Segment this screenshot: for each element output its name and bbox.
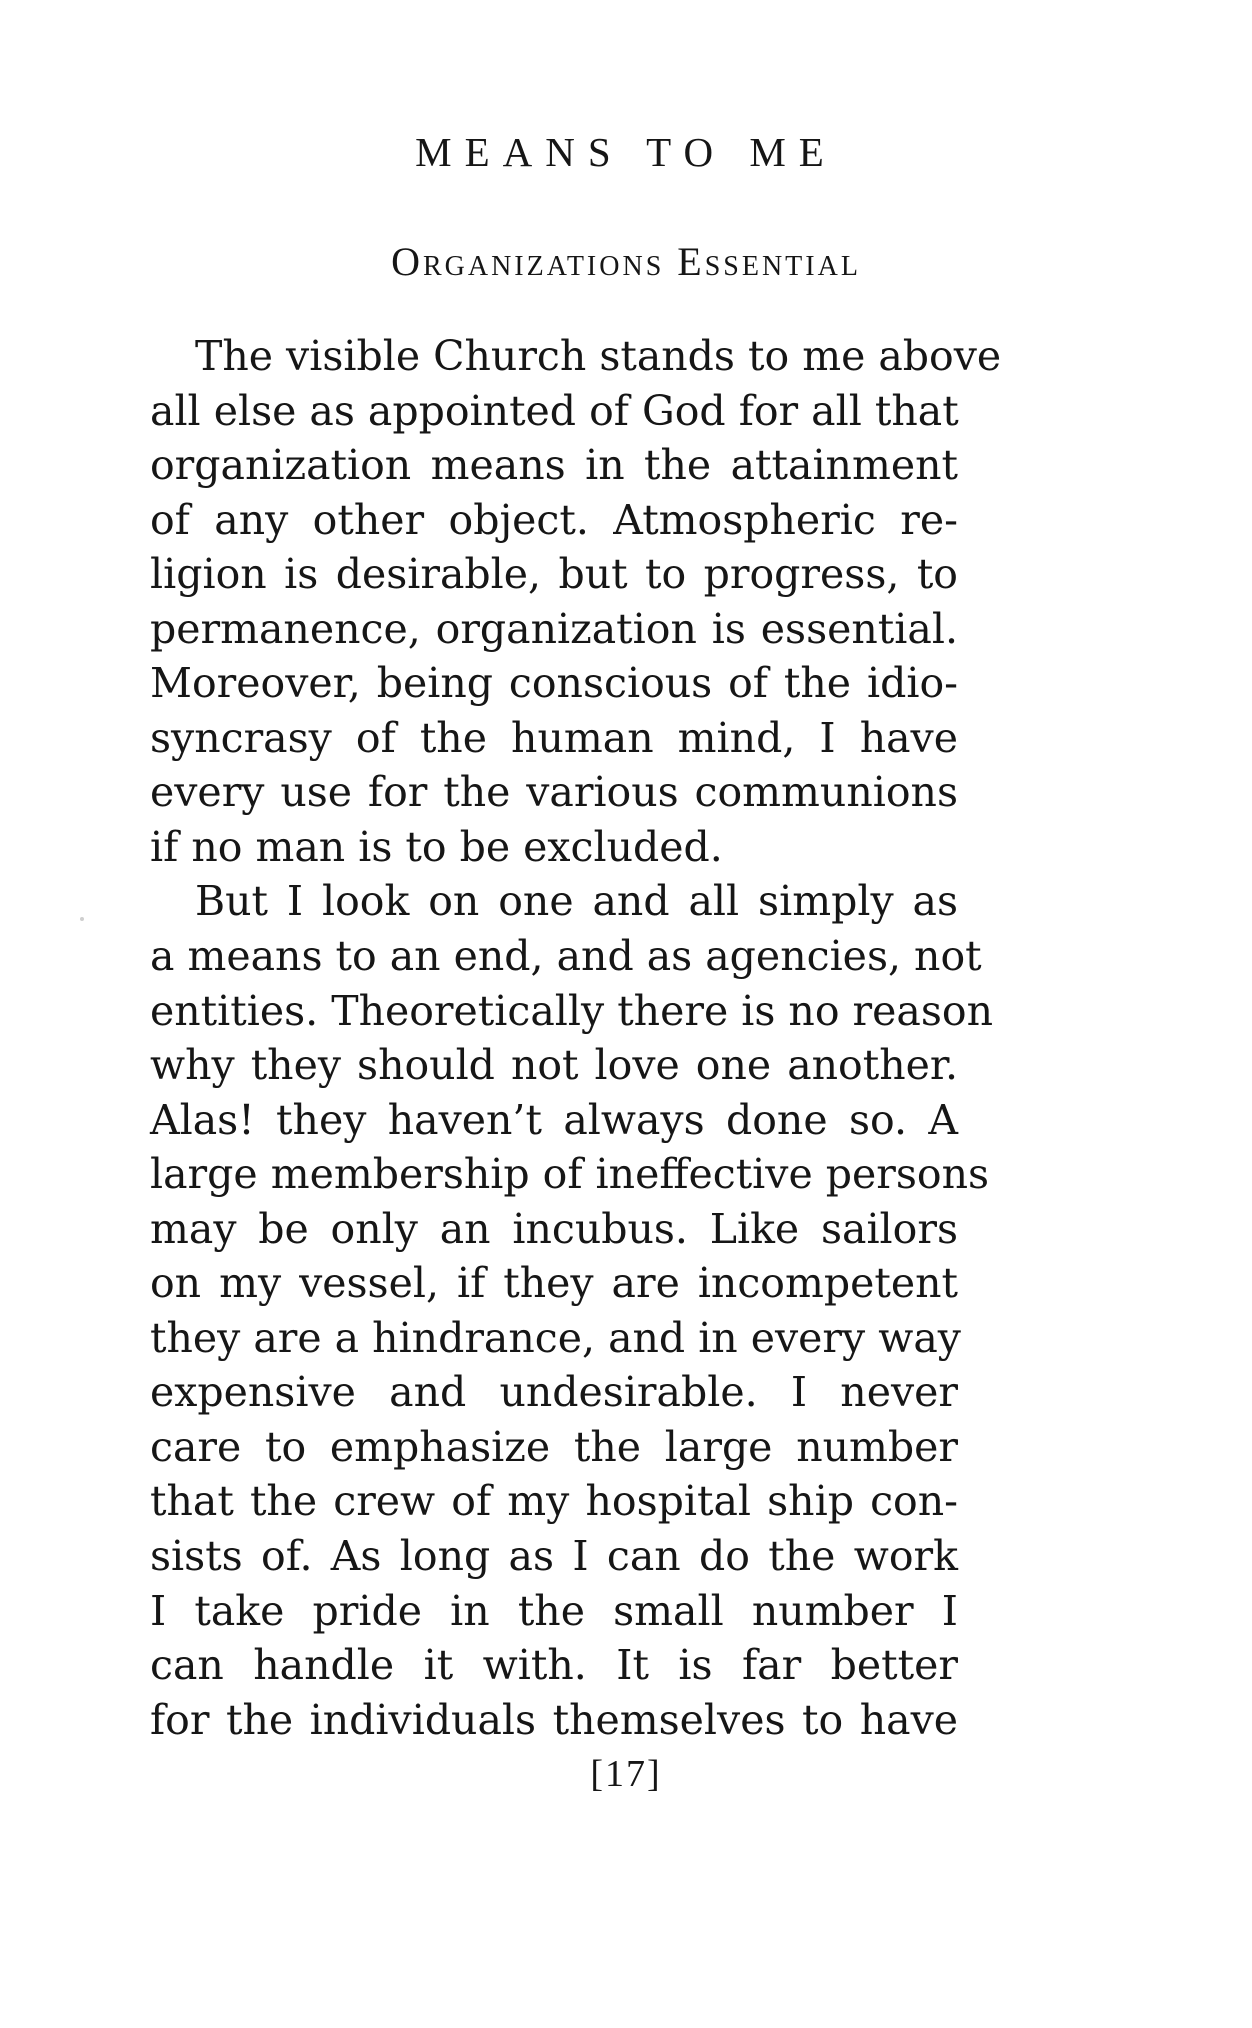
text-line: care to emphasize the large number [150,1422,958,1471]
margin-speck [80,917,84,921]
text-line: of any other object. Atmospheric re- [150,495,958,544]
text-line: But I look on one and all simply as [195,877,958,926]
text-line: syncrasy of the human mind, I have [150,713,958,762]
text-line: permanence, organization is essential. [150,604,958,653]
body-text [150,329,1002,1747]
paragraph-1 [150,329,1002,874]
text-line: if no man is to be excluded. [150,822,723,871]
paragraph-2 [150,874,993,1747]
text-line: large membership of ineffective persons [150,1150,990,1199]
text-line: The visible Church stands to me above [195,332,1002,380]
text-line: that the crew of my hospital ship con- [150,1477,958,1526]
text-line: for the individuals themselves to have [150,1695,958,1744]
text-line: every use for the various communions [150,768,958,817]
text-line: a means to an end, and as agencies, not [150,932,982,981]
text-line: I take pride in the small number I [150,1586,958,1635]
text-line: on my vessel, if they are incompetent [150,1259,958,1308]
text-line: they are a hindrance, and in every way [150,1313,961,1362]
text-line: ligion is desirable, but to progress, to [150,550,958,599]
text-line: may be only an incubus. Like sailors [150,1204,958,1253]
text-line: can handle it with. It is far better [150,1641,958,1690]
text-line: Moreover, being conscious of the idio- [150,659,958,708]
text-line: expensive and undesirable. I never [150,1368,958,1417]
text-line: all else as appointed of God for all that [150,386,959,435]
text-line: organization means in the attainment [150,441,958,490]
text-line: why they should not love one another. [150,1041,958,1090]
text-line: Alas! they haven’t always done so. A [150,1095,958,1144]
text-line: entities. Theoretically there is no reason [150,986,993,1035]
running-head: MEANS TO ME [415,129,837,175]
section-heading: Organizations Essential [391,239,861,284]
page-number: [17] [590,1753,662,1795]
text-line: sists of. As long as I can do the work [150,1532,958,1581]
